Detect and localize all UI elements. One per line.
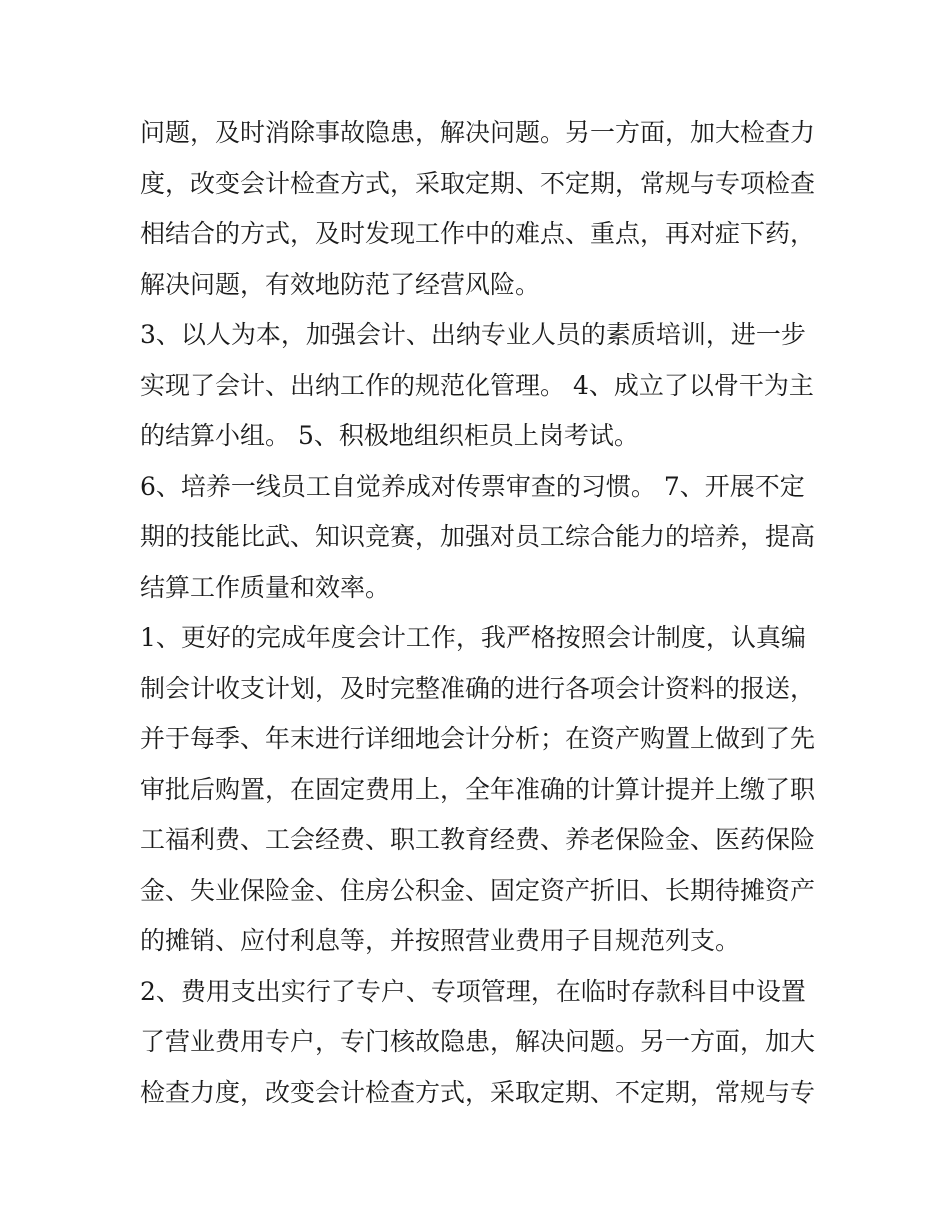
text-line: 的摊销、应付利息等，并按照营业费用子目规范列支。 xyxy=(140,926,741,955)
text-line: 期的技能比武、知识竞赛，加强对员工综合能力的培养，提高 xyxy=(140,522,816,551)
text-line: 问题，及时消除事故隐患，解决问题。另一方面，加大检查力 xyxy=(140,118,816,147)
text-line: 解决问题，有效地防范了经营风险。 xyxy=(140,269,541,299)
text-line: 度，改变会计检查方式，采取定期、不定期，常规与专项检查 xyxy=(140,168,816,198)
text-line: 工福利费、工会经费、职工教育经费、养老保险金、医药保险 xyxy=(140,825,816,854)
text-line: 1、更好的完成年度会计工作，我严格按照会计制度，认真编 xyxy=(140,623,806,652)
text-line: 3、以人为本，加强会计、出纳专业人员的素质培训，进一步 xyxy=(140,320,806,349)
text-line: 6、培养一线员工自觉养成对传票审查的习惯。 7、开展不定 xyxy=(140,471,805,501)
text-line: 了营业费用专户，专门核故隐患，解决问题。另一方面，加大 xyxy=(140,1027,816,1056)
text-line: 2、费用支出实行了专户、专项管理，在临时存款科目中设置 xyxy=(140,976,806,1006)
text-line: 结算工作质量和效率。 xyxy=(140,572,391,602)
text-line: 检查力度，改变会计检查方式，采取定期、不定期，常规与专 xyxy=(140,1077,816,1107)
text-line: 制会计收支计划，及时完整准确的进行各项会计资料的报送， xyxy=(140,673,816,703)
text-line: 并于每季、年末进行详细地会计分析；在资产购置上做到了先 xyxy=(140,724,816,753)
text-line: 审批后购置，在固定费用上，全年准确的计算计提并上缴了职 xyxy=(140,774,816,804)
text-line: 实现了会计、出纳工作的规范化管理。 4、成立了以骨干为主 xyxy=(140,370,814,400)
text-line: 的结算小组。 5、积极地组织柜员上岗考试。 xyxy=(140,421,639,450)
text-line: 相结合的方式，及时发现工作中的难点、重点，再对症下药， xyxy=(140,219,816,248)
body-text xyxy=(140,108,820,1118)
text-line: 金、失业保险金、住房公积金、固定资产折旧、长期待摊资产 xyxy=(140,875,816,905)
